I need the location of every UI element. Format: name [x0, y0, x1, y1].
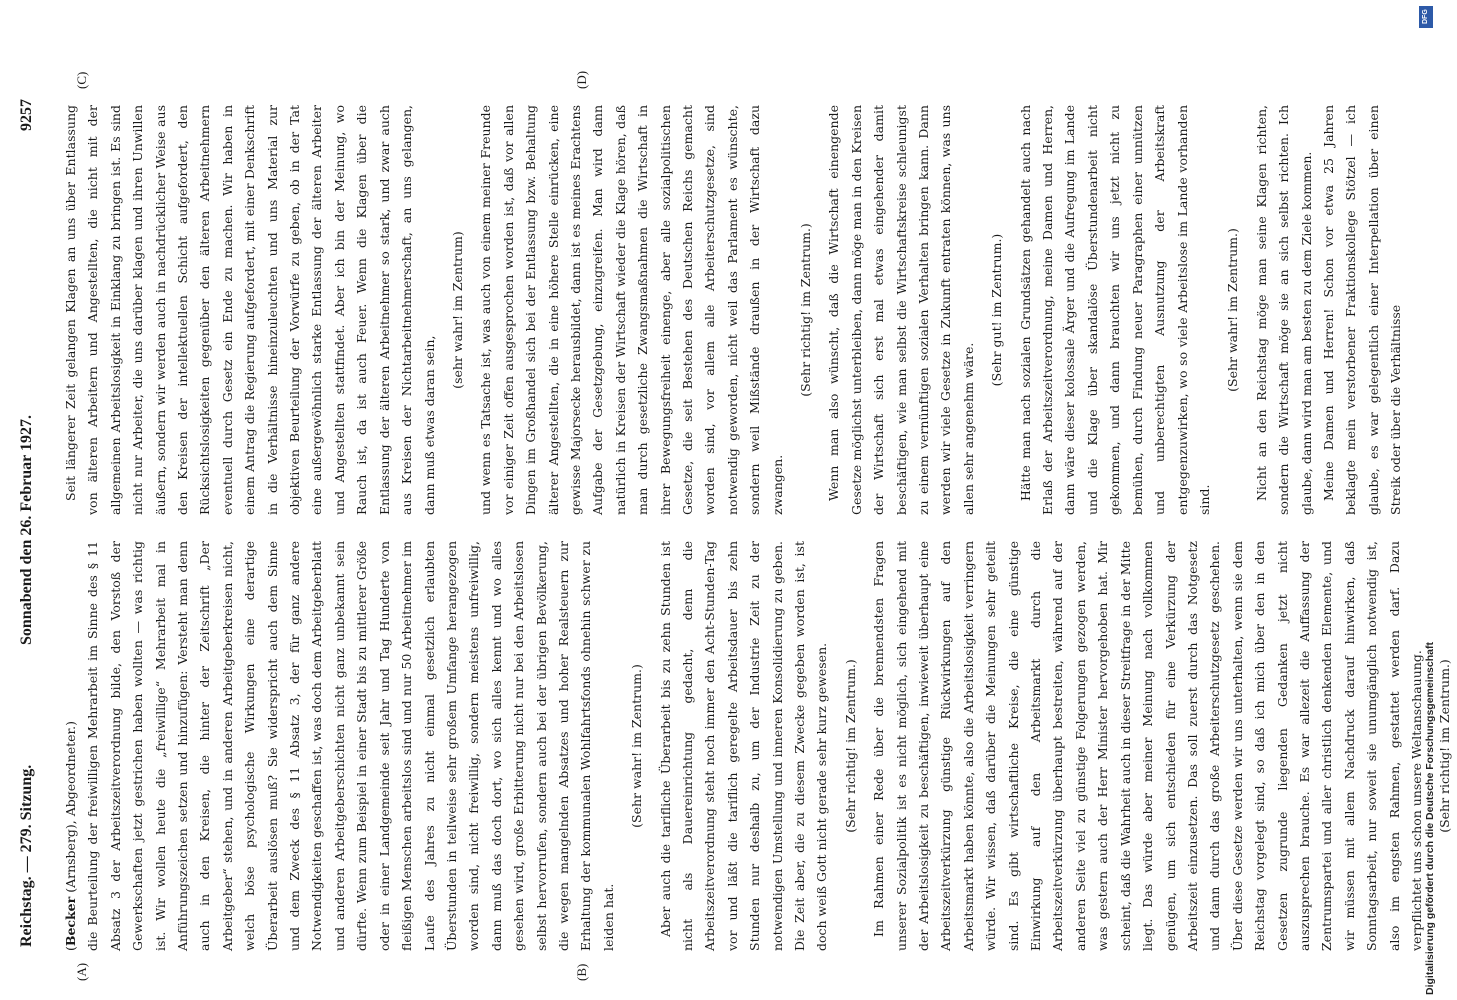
paragraph: die Beurteilung der freiwilligen Mehrarbeit im Sinne des § 11 Absatz 3 der Arbeitszeitverordnung bilde, den Vorstoß der Gewerkschaften jetzt gestrichen haben wollten — was richtig ist. Wir wollen heute die „freiwillige“ Mehrarbeit mal in Anführungszeichen setzen und hinzufügen: Versteht man denn auch in den Kreisen, die hinter der Zeitschrift „Der Arbeitgeber“ stehen, und in anderen Arbeitgeberkreisen nicht, welch böse psychologische Wirkungen eine derartige Überarbeit auslösen muß? Sie widerspricht auch dem Sinne und dem Zweck des § 11 Absatz 3, der für ganz andere Notwendigkeiten geschaffen ist, was doch dem Arbeitgeberblatt und anderen Arbeitgeberschichten nicht ganz unbekannt sein dürfte. Wenn zum Beispiel in einer Stadt bis zu mittlerer Größe oder in einer Landgemeinde seit Jahr und Tag Hunderte von fleißigen Menschen arbeitslos sind und nur 50 Arbeitnehmer im Laufe des Jahres zu nicht einmal gesetzlich erlaubten Überstunden in teilweise sehr großem Umfange herangezogen worden sind, nicht freiwillig, sondern meistens unfreiwillig, dann muß das doch dort, wo sich alles kennt und wo alles gesehen wird, große Erbitterung nicht nur bei den Arbeitslosen selbst hervorrufen, sondern auch bei der übrigen Bevölkerung, die wegen mangelnden Absatzes und hoher Realsteuern zur Erhaltung der kommunalen Wohlfahrtsfonds ohnehin schwer zu leiden hat.	[85, 541, 616, 951]
header-date: Sonnabend den 26. Februar 1927.	[18, 415, 35, 645]
paragraph: Seit längerer Zeit gelangen Klagen an uns über Entlassung von älteren Arbeitern und Angestellten, die nicht mit der allgemeinen Arbeitslosigkeit in Einklang zu bringen ist. Es sind nicht nur Arbeiter, die uns darüber klagen und ihren Unwillen äußern, sondern wir werden auch in nachdrücklicher Weise aus den Kreisen der intellektuellen Schicht aufgefordert, den Rücksichtslosigkeiten gegenüber den älteren Arbeitnehmern eventuell durch Gesetz ein Ende zu machen. Wir haben in einem Antrag die Regierung aufgefordert, mit einer Denkschrift in die Verhältnisse hineinzuleuchten und uns Material zur objektiven Beurteilung der Vorwürfe zu geben, ob in der Tat eine außergewöhnlich starke Entlassung der älteren Arbeiter und Angestellten stattfindet. Aber ich bin der Meinung, wo Rauch ist, da ist auch Feuer. Wenn die Klagen über die Entlassung der älteren Arbeitnehmer so stark, und zwar auch aus Kreisen der Nichtarbeitnehmerschaft, an uns gelangen, dann muß etwas daran sein,	[63, 105, 437, 515]
header-left: Reichstag. — 279. Sitzung.	[18, 764, 35, 947]
interjection: (Sehr richtig! im Zentrum.)	[1437, 659, 1453, 833]
margin-mark-b: (B)	[574, 963, 589, 981]
margin-mark-d: (D)	[574, 70, 589, 89]
speaker-name: Becker	[63, 896, 78, 947]
paragraph: Im Rahmen einer Rede über die brennendsten Fragen unserer Sozialpolitik ist es nicht möglich, sich eingehend mit der Arbeitslosigkeit zu beschäftigen, inwieweit überhaupt eine Arbeitszeitverkürzung günstige Rückwirkungen auf den Arbeitsmarkt haben könnte, also die Arbeitslosigkeit verringern würde. Wir wissen, daß darüber die Meinungen sehr geteilt sind. Es gibt wirtschaftliche Kreise, die eine günstige Einwirkung auf den Arbeitsmarkt durch die Arbeitszeitverkürzung überhaupt bestreiten, während auf der anderen Seite viel zu günstige Folgerungen gezogen werden, was gestern auch der Herr Minister hervorgehoben hat. Mir scheint, daß die Wahrheit auch in dieser Streitfrage in der Mitte liegt. Das würde aber meiner Meinung nach vollkommen genügen, um sich entschieden für eine Verkürzung der Arbeitszeit einzusetzen. Das soll zuerst durch das Notgesetz und dann durch das große Arbeiterschutzgesetz geschehen. Über diese Gesetze werden wir uns unterhalten, wenn sie dem Reichstag vorgelegt sind, so daß ich mich über den in den Gesetzen zugrunde liegenden Gedanken jetzt nicht auszusprechen brauche. Es war allezeit die Auffassung der Zentrumspartei und aller christlich denkenden Elemente, und wir müssen mit allem Nachdruck darauf hinwirken, daß Sonntagsarbeit, nur soweit sie unumgänglich notwendig ist, also im engsten Rahmen, gestattet werden darf. Dazu verpflichtet uns schon unsere Weltanschauung.	[871, 541, 1424, 951]
digitization-credit: Digitalisierung gefördert durch die Deutsche Forschungsgemeinschaft	[1424, 642, 1436, 995]
paragraph: und wenn es Tatsache ist, was auch von einem meiner Freunde vor einiger Zeit offen ausgesprochen worden ist, daß vor allen Dingen im Großhandel sich bei der Entlassung bzw. Behaltung älterer Angestellten, die in eine höhere Stelle einrücken, eine gewisse Majorsecke herausbildet, dann ist es meines Erachtens Aufgabe der Gesetzgebung, einzugreifen. Man wird dann natürlich in Kreisen der Wirtschaft wieder die Klage hören, daß man durch gesetzliche Zwangsmaßnahmen die Wirtschaft in ihrer Bewegungsfreiheit einenge, aber alle sozialpolitischen Gesetze, die seit Bestehen des Deutschen Reichs gemacht worden sind, vor allem alle Arbeiterschutzgesetze, sind notwendig geworden, nicht weil das Parlament es wünschte, sondern weil Mißstände draußen in der Wirtschaft dazu zwangen.	[478, 105, 785, 515]
paragraph: Aber auch die tarifliche Überarbeit bis zu zehn Stunden ist nicht als Dauereinrichtung gedacht, denn die Arbeitszeitverordnung steht noch immer den Acht-Stunden-Tag vor und läßt die tariflich geregelte Arbeitsdauer bis zehn Stunden nur deshalb zu, um der Industrie Zeit zu der notwendigen Umstellung und inneren Konsolidierung zu geben. Die Zeit aber, die zu diesem Zwecke gegeben worden ist, ist doch weiß Gott nicht gerade sehr kurz gewesen.	[657, 541, 830, 951]
interjection: (Sehr wahr! im Zentrum.)	[629, 664, 645, 828]
interjection: (Sehr richtig! im Zentrum.)	[842, 659, 858, 833]
interjection: (Sehr gut! im Zentrum.)	[989, 233, 1005, 387]
paragraph: Hätte man nach sozialen Grundsätzen gehandelt auch nach Erlaß der Arbeitszeitverordnung, meine Damen und Herren, dann wäre dieser kolossale Ärger und die Aufregung im Lande und die Klage über skandalöse Überstundenarbeit nicht gekommen, und dann brauchten wir uns jetzt nicht zu bemühen, durch Findung neuer Paragraphen einer unnützen und unberechtigten Ausnutzung der Arbeitskraft entgegenzuwirken, wo so viele Arbeitslose im Lande vorhanden sind.	[1017, 105, 1212, 515]
right-column	[60, 105, 1404, 515]
margin-mark-a: (A)	[74, 962, 89, 981]
margin-mark-c: (C)	[74, 71, 89, 89]
paragraph: Nicht an den Reichstag möge man seine Klagen richten, sondern die Wirtschaft möge sie an sich selbst richten. Ich glaube, dann wird man am besten zu dem Ziele kommen.	[1253, 105, 1314, 515]
page-number: 9257	[18, 99, 35, 131]
page-header	[18, 95, 48, 955]
dfg-logo: DFG	[1419, 6, 1433, 28]
speaker-suffix: (Arnsberg), Abgeordneter.)	[63, 720, 78, 897]
paragraph: Wenn man also wünscht, daß die Wirtschaft einengende Gesetze möglichst unterbleiben, dann möge man in den Kreisen der Wirtschaft sich erst mal etwas eingehender damit beschäftigen, wie man selbst die Wirtschaftskreise schleunigst zu einem vernünftigen sozialen Verhalten bringen kann. Dann werden wir viele Gesetze in Zukunft entraten können, was uns allen sehr angenehm wäre.	[826, 105, 976, 515]
interjection: (Sehr wahr! im Zentrum.)	[1225, 228, 1241, 392]
paragraph: Meine Damen und Herren! Schon vor etwa 25 Jahren beklagte mein verstorbener Fraktionskollege Stötzel — ich glaube, es war gelegentlich einer Interpellation über einen Streik oder über die Verhältnisse	[1320, 105, 1404, 515]
interjection: (Sehr richtig! im Zentrum.)	[798, 223, 813, 397]
speaker-line: (Becker (Arnsberg), Abgeordneter.)	[63, 720, 78, 951]
interjection: (sehr wahr! im Zentrum)	[449, 231, 465, 389]
